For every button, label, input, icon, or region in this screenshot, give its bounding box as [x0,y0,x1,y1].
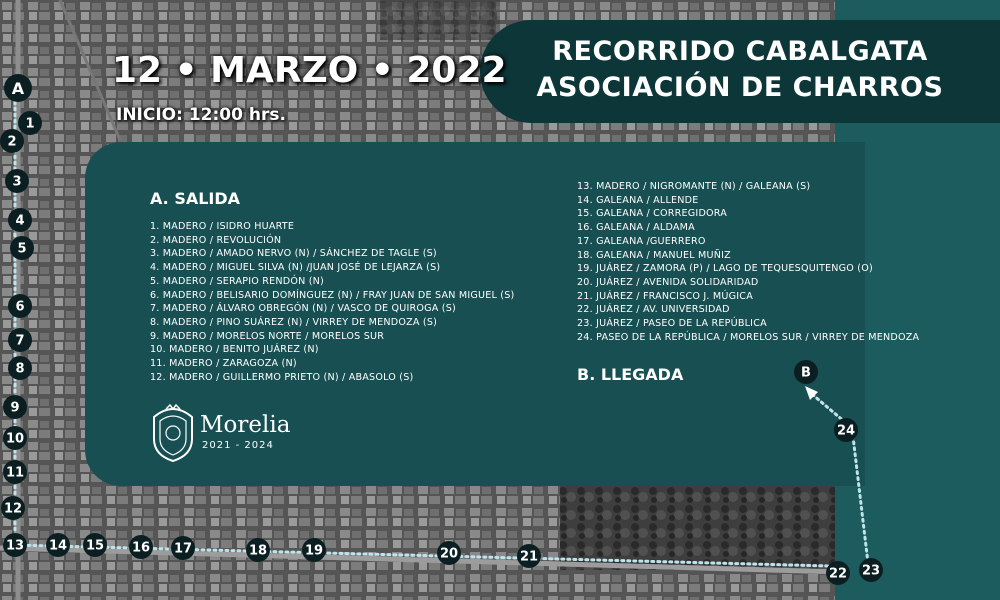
stop-marker-19 [302,538,326,562]
stop-marker-10 [3,426,27,450]
stop-marker-2 [0,129,24,153]
stop-list-item: 14. GALEANA / ALLENDE [577,194,699,206]
svg-text:6: 6 [15,299,25,315]
svg-text:5: 5 [17,241,27,257]
start-time: INICIO: 12:00 hrs. [116,105,286,125]
stop-marker-21 [517,544,541,568]
stop-list-item: 23. JUÁREZ / PASEO DE LA REPÚBLICA [577,318,767,330]
stop-marker-5 [10,236,34,260]
stop-list-item: 6. MADERO / BELISARIO DOMÍNGUEZ (N) / FRAY JUAN DE SAN MIGUEL (S) [150,289,515,301]
arrival-heading: B. LLEGADA [577,365,684,384]
stop-list-item: 4. MADERO / MIGUEL SILVA (N) /JUAN JOSÉ DE LEJARZA (S) [150,262,441,274]
stop-marker-12 [1,496,25,520]
stop-list-item: 21. JUÁREZ / FRANCISCO J. MÚGICA [577,290,753,302]
svg-text:17: 17 [173,541,193,557]
svg-text:13: 13 [5,538,25,554]
stop-list-item: 22. JUÁREZ / AV. UNIVERSIDAD [577,304,730,316]
stop-list-item: 1. MADERO / ISIDRO HUARTE [150,221,295,232]
stop-list-item: 15. GALEANA / CORREGIDORA [577,208,728,220]
stop-marker-9 [3,395,27,419]
svg-text:16: 16 [131,540,151,556]
stop-list-item: 17. GALEANA /GUERRERO [577,235,706,247]
svg-text:14: 14 [48,538,68,554]
stop-marker-11 [3,460,27,484]
svg-text:2: 2 [7,134,17,150]
end-marker-b [794,360,818,384]
stop-marker-13 [3,533,27,557]
svg-text:23: 23 [861,563,881,579]
stop-list-item: 5. MADERO / SERAPIO RENDÓN (N) [150,275,324,287]
stop-marker-18 [246,538,270,562]
title-line-2: ASOCIACIÓN DE CHARROS [536,72,944,103]
stop-list-item: 7. MADERO / ÁLVARO OBREGÓN (N) / VASCO DE QUIROGA (S) [150,303,456,315]
stop-list-item: 24. PASEO DE LA REPÚBLICA / MORELOS SUR / VIRREY DE MENDOZA [577,331,920,343]
stop-marker-17 [171,536,195,560]
start-marker-a [4,74,32,102]
stop-list-item: 8. MADERO / PINO SUÁREZ (N) / VIRREY DE MENDOZA (S) [150,316,438,328]
stop-list-item: 3. MADERO / AMADO NERVO (N) / SÁNCHEZ DE TAGLE (S) [150,248,437,260]
stop-marker-14 [46,533,70,557]
svg-text:4: 4 [15,213,25,229]
stop-marker-23 [859,558,883,582]
stop-marker-16 [129,535,153,559]
svg-text:15: 15 [85,538,105,554]
svg-text:B: B [801,365,811,381]
stop-marker-4 [8,208,32,232]
stop-list-item: 9. MADERO / MORELOS NORTE / MORELOS SUR [150,330,385,342]
svg-text:24: 24 [836,423,856,439]
svg-text:A: A [11,78,25,98]
svg-text:12: 12 [3,501,23,517]
stop-marker-6 [8,294,32,318]
stop-list-item: 10. MADERO / BENITO JUÁREZ (N) [150,344,319,356]
svg-text:19: 19 [304,543,324,559]
stop-marker-22 [826,561,850,585]
stop-marker-20 [437,541,461,565]
stop-list-item: 13. MADERO / NIGROMANTE (N) / GALEANA (S) [577,181,811,192]
stop-list-item: 12. MADERO / GUILLERMO PRIETO (N) / ABASOLO (S) [150,371,414,383]
logo-years: 2021 - 2024 [202,440,274,451]
svg-text:1: 1 [25,116,35,132]
title-line-1: RECORRIDO CABALGATA [552,36,928,67]
stop-marker-7 [8,328,32,352]
departure-heading: A. SALIDA [150,189,241,208]
svg-text:22: 22 [828,566,848,582]
stop-marker-24 [834,418,858,442]
stop-list-item: 19. JUÁREZ / ZAMORA (P) / LAGO DE TEQUESQUITENGO (O) [577,263,873,275]
stop-list-item: 2. MADERO / REVOLUCIÓN [150,234,282,246]
svg-text:11: 11 [5,465,25,481]
stop-marker-15 [83,533,107,557]
stop-list-item: 20. JUÁREZ / AVENIDA SOLIDARIDAD [577,276,759,288]
stop-marker-1 [18,111,42,135]
logo-wordmark: Morelia [200,412,291,438]
svg-text:8: 8 [15,361,25,377]
svg-text:10: 10 [5,431,25,447]
route-path [15,90,830,566]
svg-text:18: 18 [248,543,268,559]
stop-marker-8 [8,356,32,380]
svg-text:21: 21 [519,549,539,565]
svg-text:9: 9 [10,400,20,416]
event-date: 12 • MARZO • 2022 [112,50,507,91]
stop-list-item: 11. MADERO / ZARAGOZA (N) [150,358,297,370]
stop-marker-3 [5,169,29,193]
svg-text:20: 20 [439,546,459,562]
svg-text:7: 7 [15,333,25,349]
stop-list-item: 18. GALEANA / MANUEL MUÑIZ [577,249,731,261]
stop-list-item: 16. GALEANA / ALDAMA [577,222,695,234]
svg-text:3: 3 [12,174,22,190]
